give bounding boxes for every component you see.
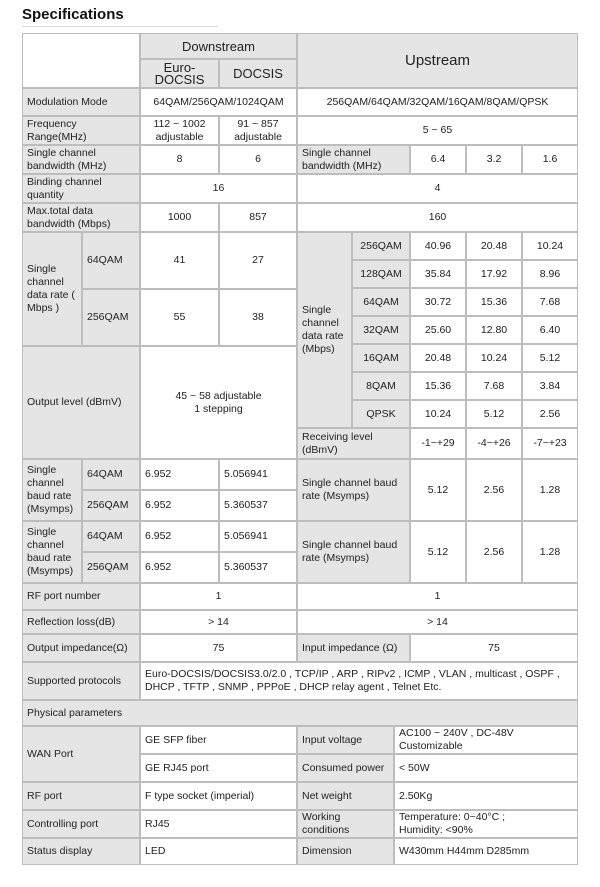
physical-parameters-heading: Physical parameters [22,700,578,726]
reflection-loss-upstream: > 14 [297,610,578,634]
us-data-rate-value: 15.36 [466,288,522,316]
baud-rate-mod: 256QAM [82,490,140,521]
upstream-header: Upstream [297,33,578,88]
us-data-rate-mod: 128QAM [352,260,410,288]
ds-data-rate-docsis: 38 [219,289,297,346]
baud-rate-euro: 6.952 [140,459,219,490]
input-voltage-line: AC100 ~ 240V , DC-48V [399,727,514,739]
rf-port-value: F type socket (imperial) [140,782,297,810]
us-baud-rate-value: 5.12 [410,521,466,583]
ds-data-rate-mod: 256QAM [82,289,140,346]
us-baud-rate-value: 1.28 [522,521,578,583]
net-weight-value: 2.50Kg [394,782,578,810]
frequency-upstream: 5 ~ 65 [297,116,578,145]
us-data-rate-mod: 256QAM [352,232,410,260]
us-data-rate-value: 8.96 [522,260,578,288]
output-level-line: 45 ~ 58 adjustable [175,389,262,402]
status-display-value: LED [140,838,297,865]
us-data-rate-value: 7.68 [522,288,578,316]
us-data-rate-value: 12.80 [466,316,522,344]
baud-rate-mod: 256QAM [82,552,140,583]
frequency-euro: 112 ~ 1002 adjustable [140,116,219,145]
input-impedance-value: 75 [410,634,578,662]
ds-data-rate-docsis: 27 [219,232,297,289]
dimension-value: W430mm H44mm D285mm [394,838,578,865]
us-data-rate-value: 40.96 [410,232,466,260]
channel-bandwidth-docsis: 6 [219,145,297,174]
baud-rate-docsis: 5.360537 [219,490,297,521]
us-data-rate-value: 20.48 [466,232,522,260]
us-baud-rate-value: 2.56 [466,521,522,583]
input-voltage-value [394,726,578,754]
protocols-value [140,662,578,700]
baud-rate-label: Single channel baud rate (Msymps) [22,521,82,583]
frequency-label: Frequency Range(MHz) [22,116,140,145]
us-data-rate-mod: 8QAM [352,372,410,400]
euro-docsis-header: Euro-DOCSIS [140,59,219,88]
us-data-rate-mod: 64QAM [352,288,410,316]
input-impedance-label: Input impedance (Ω) [297,634,410,662]
max-bandwidth-docsis: 857 [219,203,297,232]
input-voltage-line: Customizable [399,740,463,752]
us-data-rate-label: Single channel data rate (Mbps) [297,232,352,428]
us-baud-rate-value: 5.12 [410,459,466,521]
controlling-port-value: RJ45 [140,810,297,838]
modulation-label: Modulation Mode [22,88,140,116]
protocols-line: DHCP , TFTP , SNMP , PPPoE , DHCP relay agent , Telnet Etc. [145,681,442,693]
baud-rate-docsis: 5.360537 [219,552,297,583]
channel-bandwidth-euro: 8 [140,145,219,174]
title-divider [22,26,218,27]
us-baud-rate-value: 2.56 [466,459,522,521]
docsis-header: DOCSIS [219,59,297,88]
us-data-rate-value: 17.92 [466,260,522,288]
working-conditions-line: Temperature: 0~40°C ; [399,811,506,823]
binding-downstream: 16 [140,174,297,203]
rf-port-label: RF port [22,782,140,810]
baud-rate-euro: 6.952 [140,521,219,552]
reflection-loss-downstream: > 14 [140,610,297,634]
us-data-rate-mod: 16QAM [352,344,410,372]
receiving-level-value: -7~+23 [522,428,578,459]
baud-rate-mod: 64QAM [82,459,140,490]
baud-rate-docsis: 5.056941 [219,459,297,490]
upstream-bandwidth-label: Single channel bandwidth (MHz) [297,145,410,174]
baud-rate-euro: 6.952 [140,490,219,521]
working-conditions-line: Humidity: <90% [399,824,473,836]
us-data-rate-value: 10.24 [410,400,466,428]
corner-cell [22,33,140,88]
protocols-line: Euro-DOCSIS/DOCSIS3.0/2.0 , TCP/IP , ARP , RIPv2 , ICMP , VLAN , multicast , OSPF , [145,668,560,680]
status-display-label: Status display [22,838,140,865]
baud-rate-docsis: 5.056941 [219,521,297,552]
consumed-power-value: < 50W [394,754,578,782]
consumed-power-label: Consumed power [297,754,394,782]
output-level-value [140,346,297,459]
rf-port-number-label: RF port number [22,583,140,610]
receiving-level-value: -1~+29 [410,428,466,459]
max-bandwidth-upstream: 160 [297,203,578,232]
working-conditions-label: Working conditions [297,810,394,838]
ds-data-rate-euro: 55 [140,289,219,346]
ds-data-rate-euro: 41 [140,232,219,289]
rf-port-number-upstream: 1 [297,583,578,610]
us-data-rate-value: 10.24 [522,232,578,260]
wan-port-fiber: GE SFP fiber [140,726,297,754]
rf-port-number-downstream: 1 [140,583,297,610]
binding-label: Binding channel quantity [22,174,140,203]
input-voltage-label: Input voltage [297,726,394,754]
us-data-rate-value: 3.84 [522,372,578,400]
output-impedance-value: 75 [140,634,297,662]
max-bandwidth-euro: 1000 [140,203,219,232]
reflection-loss-label: Reflection loss(dB) [22,610,140,634]
us-baud-rate-value: 1.28 [522,459,578,521]
us-data-rate-value: 15.36 [410,372,466,400]
us-baud-rate-label: Single channel baud rate (Msymps) [297,521,410,583]
us-data-rate-value: 6.40 [522,316,578,344]
channel-bandwidth-label: Single channel bandwidth (MHz) [22,145,140,174]
modulation-upstream: 256QAM/64QAM/32QAM/16QAM/8QAM/QPSK [297,88,578,116]
us-data-rate-mod: QPSK [352,400,410,428]
max-bandwidth-label: Max.total data bandwidth (Mbps) [22,203,140,232]
us-data-rate-value: 20.48 [410,344,466,372]
output-impedance-label: Output impedance(Ω) [22,634,140,662]
downstream-header: Downstream [140,33,297,59]
us-data-rate-value: 7.68 [466,372,522,400]
wan-port-label: WAN Port [22,726,140,782]
page-title: Specifications [22,6,124,23]
protocols-label: Supported protocols [22,662,140,700]
baud-rate-mod: 64QAM [82,521,140,552]
frequency-docsis: 91 ~ 857 adjustable [219,116,297,145]
net-weight-label: Net weight [297,782,394,810]
us-baud-rate-label: Single channel baud rate (Msymps) [297,459,410,521]
us-data-rate-value: 2.56 [522,400,578,428]
controlling-port-label: Controlling port [22,810,140,838]
us-data-rate-value: 5.12 [466,400,522,428]
upstream-bandwidth-value: 1.6 [522,145,578,174]
baud-rate-label: Single channel baud rate (Msymps) [22,459,82,521]
output-level-line: 1 stepping [194,402,243,415]
modulation-downstream: 64QAM/256QAM/1024QAM [140,88,297,116]
baud-rate-euro: 6.952 [140,552,219,583]
binding-upstream: 4 [297,174,578,203]
receiving-level-label: Receiving level (dBmV) [297,428,410,459]
working-conditions-value [394,810,578,838]
us-data-rate-value: 25.60 [410,316,466,344]
dimension-label: Dimension [297,838,394,865]
receiving-level-value: -4~+26 [466,428,522,459]
upstream-bandwidth-value: 3.2 [466,145,522,174]
us-data-rate-value: 30.72 [410,288,466,316]
upstream-bandwidth-value: 6.4 [410,145,466,174]
us-data-rate-value: 35.84 [410,260,466,288]
ds-data-rate-label: Single channel data rate ( Mbps ) [22,232,82,346]
us-data-rate-value: 5.12 [522,344,578,372]
us-data-rate-value: 10.24 [466,344,522,372]
output-level-label: Output level (dBmV) [22,346,140,459]
us-data-rate-mod: 32QAM [352,316,410,344]
wan-port-rj45: GE RJ45 port [140,754,297,782]
ds-data-rate-mod: 64QAM [82,232,140,289]
